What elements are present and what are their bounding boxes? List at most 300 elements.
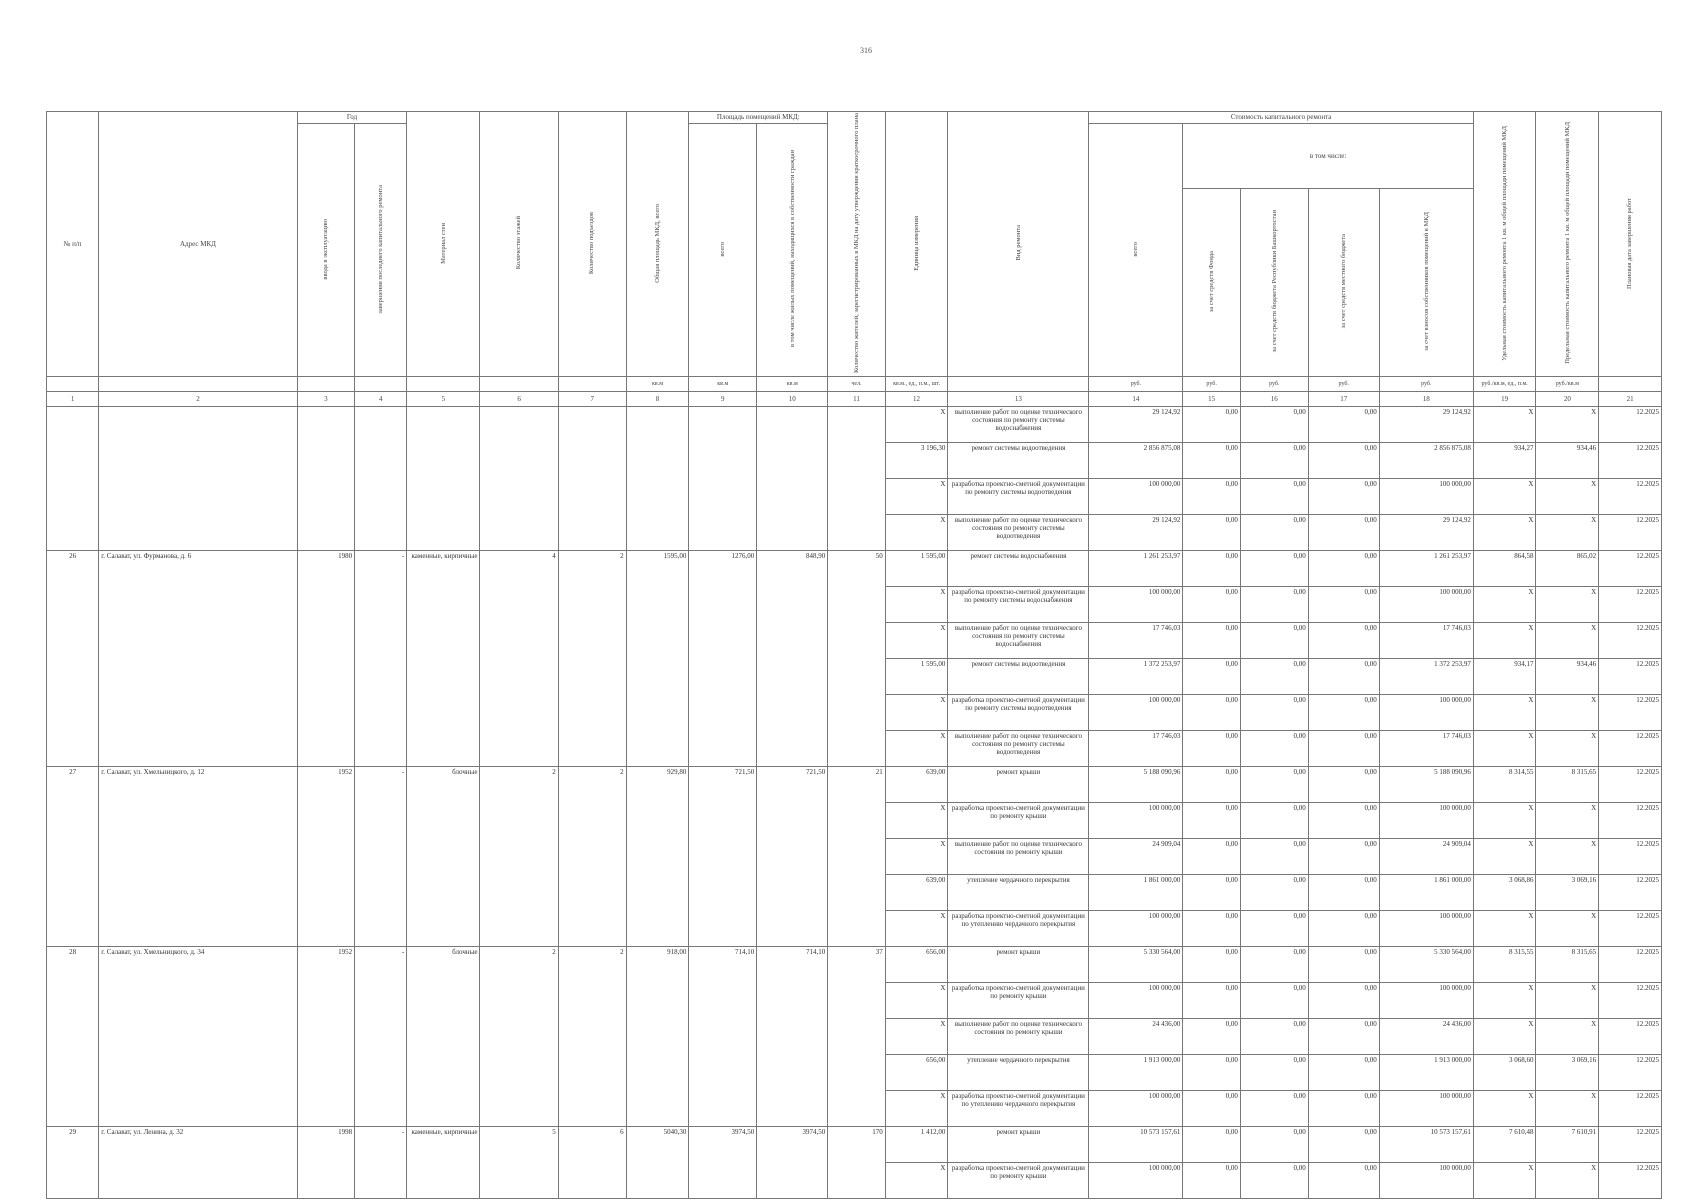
cost-total: 1 372 253,97 xyxy=(1089,659,1183,695)
cost-fund: 0,00 xyxy=(1183,911,1240,947)
residents xyxy=(828,407,885,551)
work-unit: 639,00 xyxy=(885,875,948,911)
cost-republic: 0,00 xyxy=(1240,1019,1308,1055)
cost-owners: 100 000,00 xyxy=(1379,983,1473,1019)
max-cost: X xyxy=(1536,623,1599,659)
cost-fund: 0,00 xyxy=(1183,695,1240,731)
max-cost: 7 610,91 xyxy=(1536,1127,1599,1163)
work-type: выполнение работ по оценке технического состояния по ремонту системы водоснабжения xyxy=(948,623,1089,659)
cost-fund: 0,00 xyxy=(1183,839,1240,875)
work-type: разработка проектно-сметной документации по утеплению чердачного перекрытия xyxy=(948,911,1089,947)
max-cost: 865,02 xyxy=(1536,551,1599,587)
max-cost: X xyxy=(1536,695,1599,731)
work-type: выполнение работ по оценке технического состояния по ремонту системы водоотведения xyxy=(948,731,1089,767)
cost-republic: 0,00 xyxy=(1240,1163,1308,1199)
year-commission: 1952 xyxy=(297,947,354,1127)
work-unit: X xyxy=(885,479,948,515)
unit-cost: X xyxy=(1473,587,1536,623)
unit-residents: чел. xyxy=(828,377,885,392)
cost-local: 0,00 xyxy=(1308,1163,1379,1199)
unit-cost: X xyxy=(1473,1091,1536,1127)
planned-date: 12.2025 xyxy=(1599,1019,1662,1055)
max-cost: X xyxy=(1536,407,1599,443)
max-cost: X xyxy=(1536,1091,1599,1127)
unit-cell xyxy=(480,377,558,392)
column-number: 21 xyxy=(1599,392,1662,407)
work-unit: 656,00 xyxy=(885,1055,948,1091)
cost-owners: 29 124,92 xyxy=(1379,407,1473,443)
entrances: 2 xyxy=(558,947,626,1127)
column-number: 3 xyxy=(297,392,354,407)
cost-republic: 0,00 xyxy=(1240,983,1308,1019)
cost-fund: 0,00 xyxy=(1183,443,1240,479)
unit-cell xyxy=(297,377,354,392)
max-cost: 934,46 xyxy=(1536,659,1599,695)
cost-republic: 0,00 xyxy=(1240,515,1308,551)
house-number xyxy=(47,407,99,551)
year-commission: 1980 xyxy=(297,551,354,767)
cost-fund: 0,00 xyxy=(1183,623,1240,659)
column-number: 13 xyxy=(948,392,1089,407)
work-type: разработка проектно-сметной документации по утеплению чердачного перекрытия xyxy=(948,1091,1089,1127)
cost-owners: 1 861 000,00 xyxy=(1379,875,1473,911)
unit-cost: X xyxy=(1473,515,1536,551)
year-last-repair: - xyxy=(355,1127,407,1199)
header-total-area: Общая площадь МКД, всего xyxy=(626,112,689,377)
unit-cost: X xyxy=(1473,839,1536,875)
cost-owners: 5 330 564,00 xyxy=(1379,947,1473,983)
cost-republic: 0,00 xyxy=(1240,623,1308,659)
unit-area: кв.м xyxy=(626,377,689,392)
premises-residential: 3974,50 xyxy=(757,1127,828,1199)
max-cost: 8 315,65 xyxy=(1536,767,1599,803)
work-unit: X xyxy=(885,587,948,623)
work-unit: X xyxy=(885,803,948,839)
header-n: № п/п xyxy=(47,112,99,377)
cost-fund: 0,00 xyxy=(1183,803,1240,839)
cost-total: 29 124,92 xyxy=(1089,407,1183,443)
cost-owners: 100 000,00 xyxy=(1379,695,1473,731)
unit-cost: X xyxy=(1473,1019,1536,1055)
cost-owners: 2 856 875,08 xyxy=(1379,443,1473,479)
cost-total: 100 000,00 xyxy=(1089,695,1183,731)
cost-fund: 0,00 xyxy=(1183,1091,1240,1127)
cost-fund: 0,00 xyxy=(1183,407,1240,443)
unit-unit: кв.м., ед., п.м., шт. xyxy=(885,377,948,392)
cost-republic: 0,00 xyxy=(1240,587,1308,623)
cost-local: 0,00 xyxy=(1308,875,1379,911)
cost-fund: 0,00 xyxy=(1183,767,1240,803)
house-address: г. Салават, ул. Ленина, д. 32 xyxy=(99,1127,297,1199)
cost-total: 29 124,92 xyxy=(1089,515,1183,551)
column-number: 5 xyxy=(407,392,480,407)
header-year-group: Год xyxy=(297,112,407,124)
unit-cost: 7 610,48 xyxy=(1473,1127,1536,1163)
total-area: 929,80 xyxy=(626,767,689,947)
unit-cost: 8 315,55 xyxy=(1473,947,1536,983)
wall-material: каменные, кирпичные xyxy=(407,551,480,767)
unit-cell xyxy=(948,377,1089,392)
wall-material: каменные, кирпичные xyxy=(407,1127,480,1199)
year-last-repair xyxy=(355,407,407,551)
column-number: 14 xyxy=(1089,392,1183,407)
cost-fund: 0,00 xyxy=(1183,731,1240,767)
work-unit: X xyxy=(885,695,948,731)
work-unit: 1 412,00 xyxy=(885,1127,948,1163)
cost-total: 100 000,00 xyxy=(1089,479,1183,515)
cost-local: 0,00 xyxy=(1308,767,1379,803)
year-last-repair: - xyxy=(355,551,407,767)
work-type: утепление чердачного перекрытия xyxy=(948,875,1089,911)
planned-date: 12.2025 xyxy=(1599,587,1662,623)
premises-residential: 848,90 xyxy=(757,551,828,767)
premises-total xyxy=(689,407,757,551)
cost-owners: 100 000,00 xyxy=(1379,587,1473,623)
column-number: 16 xyxy=(1240,392,1308,407)
cost-total: 10 573 157,61 xyxy=(1089,1127,1183,1163)
cost-local: 0,00 xyxy=(1308,839,1379,875)
unit-cost: X xyxy=(1473,695,1536,731)
planned-date: 12.2025 xyxy=(1599,479,1662,515)
work-type: выполнение работ по оценке технического состояния по ремонту крыши xyxy=(948,1019,1089,1055)
floors: 4 xyxy=(480,551,558,767)
column-number: 19 xyxy=(1473,392,1536,407)
header-unit: Единица измерения xyxy=(885,112,948,377)
max-cost: X xyxy=(1536,479,1599,515)
cost-local: 0,00 xyxy=(1308,947,1379,983)
max-cost: X xyxy=(1536,515,1599,551)
header-premises-residential: в том числе жилых помещений, находящихся в собственности граждан xyxy=(757,124,828,377)
planned-date: 12.2025 xyxy=(1599,1163,1662,1199)
max-cost: X xyxy=(1536,839,1599,875)
cost-owners: 100 000,00 xyxy=(1379,1091,1473,1127)
header-unit-cost: Удельная стоимость капитального ремонта 1 кв. м общей площади помещений МКД xyxy=(1473,112,1536,377)
unit-cost-republic: руб. xyxy=(1240,377,1308,392)
cost-total: 100 000,00 xyxy=(1089,803,1183,839)
header-cost-group: Стоимость капитального ремонта xyxy=(1089,112,1473,124)
total-area: 5040,30 xyxy=(626,1127,689,1199)
unit-cell xyxy=(1599,377,1662,392)
cost-total: 24 909,04 xyxy=(1089,839,1183,875)
unit-cost: X xyxy=(1473,1163,1536,1199)
cost-fund: 0,00 xyxy=(1183,1019,1240,1055)
planned-date: 12.2025 xyxy=(1599,875,1662,911)
residents: 170 xyxy=(828,1127,885,1199)
work-type: выполнение работ по оценке технического состояния по ремонту крыши xyxy=(948,839,1089,875)
cost-total: 2 856 875,08 xyxy=(1089,443,1183,479)
cost-local: 0,00 xyxy=(1308,623,1379,659)
header-cost-owners: за счет взносов собственников помещений в МКД xyxy=(1379,189,1473,377)
column-number: 18 xyxy=(1379,392,1473,407)
work-type: разработка проектно-сметной документации по ремонту крыши xyxy=(948,803,1089,839)
planned-date: 12.2025 xyxy=(1599,659,1662,695)
unit-cost: 3 068,60 xyxy=(1473,1055,1536,1091)
cost-republic: 0,00 xyxy=(1240,695,1308,731)
cost-local: 0,00 xyxy=(1308,551,1379,587)
cost-owners: 100 000,00 xyxy=(1379,803,1473,839)
table-row xyxy=(47,407,1662,443)
table-row xyxy=(47,947,1662,983)
cost-fund: 0,00 xyxy=(1183,875,1240,911)
max-cost: X xyxy=(1536,803,1599,839)
column-number: 9 xyxy=(689,392,757,407)
cost-local: 0,00 xyxy=(1308,587,1379,623)
premises-total: 721,50 xyxy=(689,767,757,947)
unit-cost-local: руб. xyxy=(1308,377,1379,392)
unit-cost: X xyxy=(1473,911,1536,947)
planned-date: 12.2025 xyxy=(1599,1127,1662,1163)
cost-owners: 5 188 090,96 xyxy=(1379,767,1473,803)
header-cost-total: всего xyxy=(1089,124,1183,377)
cost-total: 1 261 253,97 xyxy=(1089,551,1183,587)
house-number: 28 xyxy=(47,947,99,1127)
column-number: 17 xyxy=(1308,392,1379,407)
cost-local: 0,00 xyxy=(1308,515,1379,551)
repair-plan-table xyxy=(46,111,1662,1199)
cost-total: 17 746,03 xyxy=(1089,731,1183,767)
header-max-cost: Предельная стоимость капитального ремонта 1 кв. м общей площади помещений МКД xyxy=(1536,112,1599,377)
cost-total: 100 000,00 xyxy=(1089,1163,1183,1199)
max-cost: X xyxy=(1536,1019,1599,1055)
unit-cost: X xyxy=(1473,731,1536,767)
header-cost-local: за счет средств местного бюджета xyxy=(1308,189,1379,377)
unit-cost: 934,17 xyxy=(1473,659,1536,695)
unit-cost: X xyxy=(1473,623,1536,659)
cost-total: 100 000,00 xyxy=(1089,911,1183,947)
cost-republic: 0,00 xyxy=(1240,911,1308,947)
cost-total: 5 330 564,00 xyxy=(1089,947,1183,983)
planned-date: 12.2025 xyxy=(1599,623,1662,659)
unit-cost: X xyxy=(1473,479,1536,515)
work-unit: X xyxy=(885,1019,948,1055)
cost-owners: 1 913 000,00 xyxy=(1379,1055,1473,1091)
year-commission xyxy=(297,407,354,551)
cost-fund: 0,00 xyxy=(1183,659,1240,695)
house-address xyxy=(99,407,297,551)
work-unit: X xyxy=(885,731,948,767)
column-number: 20 xyxy=(1536,392,1599,407)
header-wall-material: Материал стен xyxy=(407,112,480,377)
table-row xyxy=(47,767,1662,803)
column-number: 11 xyxy=(828,392,885,407)
max-cost: X xyxy=(1536,587,1599,623)
cost-local: 0,00 xyxy=(1308,1127,1379,1163)
cost-local: 0,00 xyxy=(1308,659,1379,695)
cost-local: 0,00 xyxy=(1308,983,1379,1019)
house-number: 26 xyxy=(47,551,99,767)
cost-fund: 0,00 xyxy=(1183,1127,1240,1163)
header-premises-total: всего xyxy=(689,124,757,377)
cost-owners: 24 909,04 xyxy=(1379,839,1473,875)
header-premises-group: Площадь помещений МКД: xyxy=(689,112,828,124)
premises-residential: 721,50 xyxy=(757,767,828,947)
planned-date: 12.2025 xyxy=(1599,443,1662,479)
residents: 37 xyxy=(828,947,885,1127)
unit-cell xyxy=(99,377,297,392)
max-cost: X xyxy=(1536,731,1599,767)
unit-cost: 8 314,55 xyxy=(1473,767,1536,803)
work-unit: 1 595,00 xyxy=(885,551,948,587)
cost-fund: 0,00 xyxy=(1183,983,1240,1019)
cost-total: 24 436,00 xyxy=(1089,1019,1183,1055)
cost-owners: 1 372 253,97 xyxy=(1379,659,1473,695)
cost-owners: 10 573 157,61 xyxy=(1379,1127,1473,1163)
work-unit: X xyxy=(885,407,948,443)
cost-total: 5 188 090,96 xyxy=(1089,767,1183,803)
column-number: 7 xyxy=(558,392,626,407)
house-address: г. Салават, ул. Хмельницкого, д. 34 xyxy=(99,947,297,1127)
cost-fund: 0,00 xyxy=(1183,515,1240,551)
work-unit: 3 196,30 xyxy=(885,443,948,479)
max-cost: 3 069,16 xyxy=(1536,1055,1599,1091)
year-last-repair: - xyxy=(355,767,407,947)
wall-material xyxy=(407,407,480,551)
unit-cost: X xyxy=(1473,407,1536,443)
planned-date: 12.2025 xyxy=(1599,767,1662,803)
cost-local: 0,00 xyxy=(1308,695,1379,731)
column-number: 2 xyxy=(99,392,297,407)
work-unit: 1 595,00 xyxy=(885,659,948,695)
planned-date: 12.2025 xyxy=(1599,731,1662,767)
cost-republic: 0,00 xyxy=(1240,875,1308,911)
column-number: 1 xyxy=(47,392,99,407)
premises-total: 3974,50 xyxy=(689,1127,757,1199)
entrances: 2 xyxy=(558,767,626,947)
floors: 2 xyxy=(480,767,558,947)
column-number: 4 xyxy=(355,392,407,407)
cost-owners: 24 436,00 xyxy=(1379,1019,1473,1055)
unit-cost: X xyxy=(1473,803,1536,839)
header-floors: Количество этажей xyxy=(480,112,558,377)
floors: 2 xyxy=(480,947,558,1127)
unit-cost: X xyxy=(1473,983,1536,1019)
cost-republic: 0,00 xyxy=(1240,947,1308,983)
cost-owners: 1 261 253,97 xyxy=(1379,551,1473,587)
cost-republic: 0,00 xyxy=(1240,1091,1308,1127)
unit-unit-cost: руб./кв.м, ед., п.м. xyxy=(1473,377,1536,392)
residents: 50 xyxy=(828,551,885,767)
floors xyxy=(480,407,558,551)
entrances: 2 xyxy=(558,551,626,767)
unit-cost-owners: руб. xyxy=(1379,377,1473,392)
planned-date: 12.2025 xyxy=(1599,803,1662,839)
cost-fund: 0,00 xyxy=(1183,587,1240,623)
work-unit: X xyxy=(885,1163,948,1199)
header-cost-fund: за счет средств Фонда xyxy=(1183,189,1240,377)
cost-owners: 17 746,03 xyxy=(1379,623,1473,659)
work-type: разработка проектно-сметной документации по ремонту крыши xyxy=(948,1163,1089,1199)
work-type: ремонт крыши xyxy=(948,767,1089,803)
cost-republic: 0,00 xyxy=(1240,659,1308,695)
year-commission: 1952 xyxy=(297,767,354,947)
planned-date: 12.2025 xyxy=(1599,1055,1662,1091)
unit-premises-total: кв.м xyxy=(689,377,757,392)
planned-date: 12.2025 xyxy=(1599,983,1662,1019)
column-number: 8 xyxy=(626,392,689,407)
planned-date: 12.2025 xyxy=(1599,839,1662,875)
header-repair-type: Вид ремонта xyxy=(948,112,1089,377)
work-type: разработка проектно-сметной документации по ремонту системы водоснабжения xyxy=(948,587,1089,623)
cost-owners: 100 000,00 xyxy=(1379,911,1473,947)
cost-total: 100 000,00 xyxy=(1089,587,1183,623)
cost-owners: 29 124,92 xyxy=(1379,515,1473,551)
header-cost-republic: за счет средств бюджета Республики Башкортостан xyxy=(1240,189,1308,377)
cost-total: 1 913 000,00 xyxy=(1089,1055,1183,1091)
premises-total: 714,10 xyxy=(689,947,757,1127)
max-cost: X xyxy=(1536,1163,1599,1199)
cost-owners: 100 000,00 xyxy=(1379,479,1473,515)
work-type: ремонт системы водоснабжения xyxy=(948,551,1089,587)
planned-date: 12.2025 xyxy=(1599,407,1662,443)
year-last-repair: - xyxy=(355,947,407,1127)
work-type: ремонт системы водоотведения xyxy=(948,443,1089,479)
work-unit: X xyxy=(885,839,948,875)
cost-local: 0,00 xyxy=(1308,731,1379,767)
column-number: 6 xyxy=(480,392,558,407)
planned-date: 12.2025 xyxy=(1599,515,1662,551)
cost-republic: 0,00 xyxy=(1240,1055,1308,1091)
header-cost-incl: в том числе: xyxy=(1183,124,1473,189)
entrances: 6 xyxy=(558,1127,626,1199)
cost-owners: 100 000,00 xyxy=(1379,1163,1473,1199)
work-type: выполнение работ по оценке технического состояния по ремонту системы водоснабжения xyxy=(948,407,1089,443)
premises-total: 1276,00 xyxy=(689,551,757,767)
cost-total: 100 000,00 xyxy=(1089,983,1183,1019)
house-address: г. Салават, ул. Фурманова, д. 6 xyxy=(99,551,297,767)
work-unit: 639,00 xyxy=(885,767,948,803)
max-cost: X xyxy=(1536,911,1599,947)
cost-republic: 0,00 xyxy=(1240,407,1308,443)
residents: 21 xyxy=(828,767,885,947)
work-type: разработка проектно-сметной документации по ремонту крыши xyxy=(948,983,1089,1019)
cost-total: 100 000,00 xyxy=(1089,1091,1183,1127)
house-number: 29 xyxy=(47,1127,99,1199)
total-area xyxy=(626,407,689,551)
table-row xyxy=(47,1127,1662,1163)
cost-owners: 17 746,03 xyxy=(1379,731,1473,767)
unit-cell xyxy=(47,377,99,392)
planned-date: 12.2025 xyxy=(1599,695,1662,731)
cost-republic: 0,00 xyxy=(1240,551,1308,587)
column-number: 10 xyxy=(757,392,828,407)
max-cost: 934,46 xyxy=(1536,443,1599,479)
header-residents: Количество жителей, зарегистрированных в МКД на дату утверждения краткосрочного плана xyxy=(828,112,885,377)
total-area: 1595,00 xyxy=(626,551,689,767)
work-type: разработка проектно-сметной документации по ремонту системы водоотведения xyxy=(948,479,1089,515)
cost-local: 0,00 xyxy=(1308,479,1379,515)
header-entrances: Количество подъездов xyxy=(558,112,626,377)
cost-fund: 0,00 xyxy=(1183,479,1240,515)
unit-cost-fund: руб. xyxy=(1183,377,1240,392)
planned-date: 12.2025 xyxy=(1599,947,1662,983)
unit-cost: 934,27 xyxy=(1473,443,1536,479)
work-unit: X xyxy=(885,623,948,659)
floors: 5 xyxy=(480,1127,558,1199)
cost-republic: 0,00 xyxy=(1240,839,1308,875)
planned-date: 12.2025 xyxy=(1599,911,1662,947)
work-unit: X xyxy=(885,983,948,1019)
planned-date: 12.2025 xyxy=(1599,1091,1662,1127)
cost-republic: 0,00 xyxy=(1240,479,1308,515)
work-unit: 656,00 xyxy=(885,947,948,983)
cost-total: 1 861 000,00 xyxy=(1089,875,1183,911)
entrances xyxy=(558,407,626,551)
cost-local: 0,00 xyxy=(1308,443,1379,479)
work-type: утепление чердачного перекрытия xyxy=(948,1055,1089,1091)
total-area: 918,00 xyxy=(626,947,689,1127)
max-cost: 8 315,65 xyxy=(1536,947,1599,983)
unit-cell xyxy=(407,377,480,392)
